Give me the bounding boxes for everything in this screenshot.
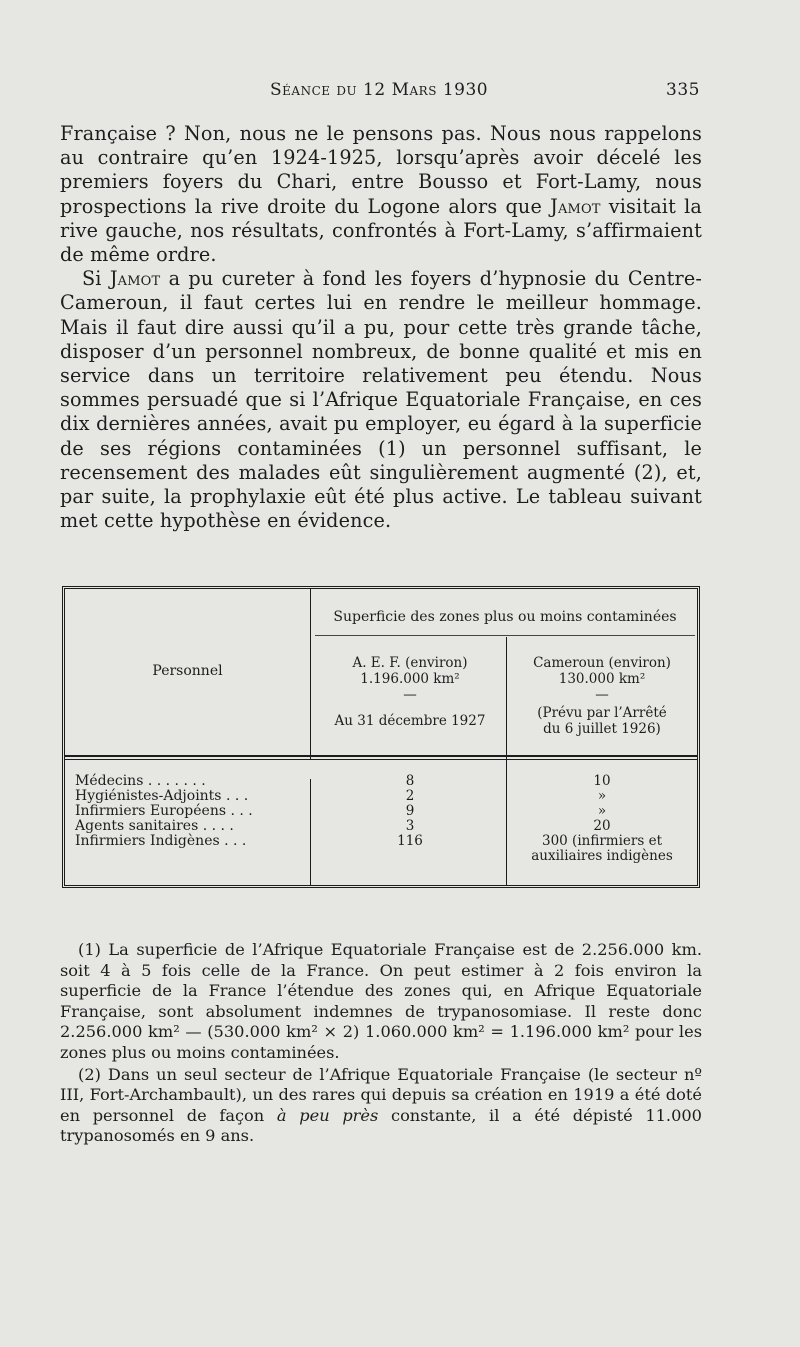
paragraph-2-text: a pu cureter à fond les foyers d’hypnosie du Centre-Cameroun, il faut certes lui en rendre le meilleur hommage. Mais il faut dire aussi qu’il a pu, pour cette très grande tâche, disposer d’un personnel nombreux, de bonne qualité et mis en service dans un territoire relativement peu étendu. Nous sommes persuadé que si l’Afrique Equatoriale Française, en ces dix dernières années, avait pu employer, eu égard à la superficie de ses régions contaminées (1) un personnel suffisant, le recensement des malades eût singulièrement augmenté (2), et, par suite, la prophylaxie eût été plus active. Le tableau suivant met cette hypothèse en évidence. <box>60 267 702 533</box>
footnotes <box>60 940 702 1147</box>
personnel-table <box>62 586 700 888</box>
aef-header <box>315 655 505 729</box>
row-label: Infirmiers Européens . . . <box>75 803 253 819</box>
footnote-1: (1) La superficie de l’Afrique Equatoriale Française est de 2.256.000 km. soit 4 à 5 fois celle de la France. On peut estimer à 2 fois environ la superficie de la France l’étendue des zones qui, en Afrique Equatoriale Française, sont absolument indemnes de trypanosomiase. Il reste donc 2.256.000 km² — (530.000 km² × 2) 1.060.000 km² = 1.196.000 km² pour les zones plus ou moins contaminées. <box>60 940 702 1062</box>
footnote-2 <box>60 1065 702 1147</box>
running-title: Séance du 12 Mars 1930 <box>270 80 489 100</box>
table-cell: 3 <box>405 818 415 834</box>
table-cell: 8 <box>405 773 415 789</box>
row-labels <box>75 774 305 849</box>
cameroun-header-line3: (Prévu par l’Arrêté <box>537 705 667 721</box>
aef-values <box>315 774 505 849</box>
author-name-jamot: Jamot <box>550 194 601 218</box>
table-cell: 300 (infirmiers et <box>542 833 662 849</box>
cameroun-header-line4: du 6 juillet 1926) <box>543 721 661 737</box>
table-cell: auxiliaires indigènes <box>531 848 673 864</box>
cameroun-header-line2: 130.000 km² <box>558 671 646 687</box>
aef-header-dash: — <box>403 687 417 703</box>
cameroun-header-dash: — <box>595 687 609 703</box>
row-label: Médecins . . . . . . . <box>75 773 206 789</box>
aef-header-line3: Au 31 décembre 1927 <box>334 713 486 729</box>
table-cell: » <box>597 803 607 819</box>
paragraph-1-text: Française ? Non, nous ne le pensons pas. Nous nous rappelons au contraire qu’en 1924-1925, lorsqu’après avoir décelé les premiers foyers du Chari, entre Bousso et Fort-Lamy, nous prospections la rive droite du Logone alors que <box>60 122 702 218</box>
row-label: Hygiénistes-Adjoints . . . <box>75 788 249 804</box>
paragraph-1-continuation: visitait la rive gauche, nos résultats, confrontés à Fort-Lamy, s’affirmaient de même ordre. <box>60 194 702 267</box>
page-number: 335 <box>666 80 700 100</box>
table-cell: 9 <box>405 803 415 819</box>
author-name-jamot-2: Jamot <box>109 267 161 291</box>
table-cell: 116 <box>397 833 423 849</box>
body-text <box>60 122 702 533</box>
table-header-span: Superficie des zones plus ou moins contaminées <box>333 609 677 625</box>
row-label: Infirmiers Indigènes . . . <box>75 833 247 849</box>
table-cell: 20 <box>593 818 611 834</box>
paragraph-2 <box>60 267 702 533</box>
paragraph-2-start: Si <box>82 267 102 291</box>
table-cell: » <box>597 788 607 804</box>
footnote-2-emphasis: à peu près <box>276 1105 379 1125</box>
footnote-2-end: constante, il a été dépisté 11.000 trypanosomés en 9 ans. <box>60 1105 702 1146</box>
cameroun-values <box>507 774 697 864</box>
table-header-personnel: Personnel <box>152 663 223 679</box>
table-cell: 10 <box>593 773 611 789</box>
paragraph-1 <box>60 122 702 267</box>
row-label: Agents sanitaires . . . . <box>75 818 234 834</box>
table-cell: 2 <box>405 788 415 804</box>
footnote-2-text: (2) Dans un seul secteur de l’Afrique Equatoriale Française (le secteur nº III, Fort-Archambault), un des rares qui depuis sa création en 1919 a été doté en personnel de façon <box>60 1064 702 1125</box>
cameroun-header <box>507 655 697 737</box>
cameroun-header-line1: Cameroun (environ) <box>533 655 671 671</box>
aef-header-line1: A. E. F. (environ) <box>352 655 468 671</box>
aef-header-line2: 1.196.000 km² <box>360 671 460 687</box>
